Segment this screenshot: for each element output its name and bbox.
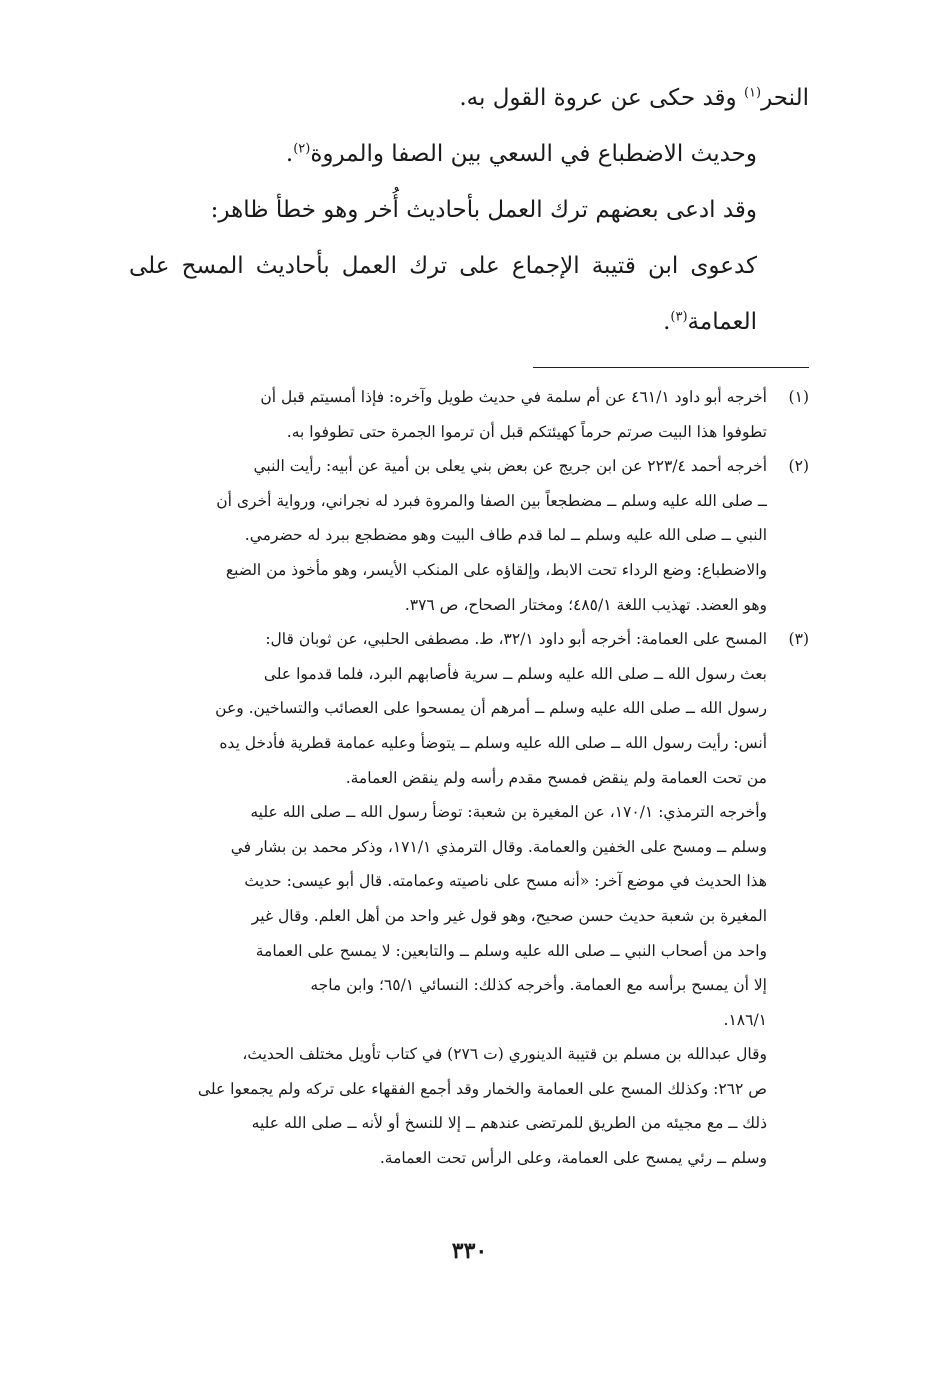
main-paragraph-4: كدعوى ابن قتيبة الإجماع على ترك العمل بأحاديث المسح على العمامة$^{(٣)}$. (129, 253, 757, 335)
footnote-line: المسح على العمامة: أخرجه أبو داود ٣٢/١، ط. مصطفى الحلبي، عن ثوبان قال: (265, 630, 767, 649)
footnote-3 (129, 622, 809, 1176)
footnote-line: المغيرة بن شعبة حديث حسن صحيح، وهو قول غير واحد من أهل العلم. وقال غير (251, 906, 767, 925)
footnote-line: ص ٢٦٢: وكذلك المسح على العمامة والخمار وقد أجمع الفقهاء على تركه ولم يجمعوا على (197, 1079, 767, 1098)
footnote-number: (٢) (788, 457, 809, 476)
footnote-line: والاضطباع: وضع الرداء تحت الابط، وإلقاؤه على المنكب الأيسر، وهو مأخوذ من الضبع (225, 560, 767, 579)
footnote-line: وأخرجه الترمذي: ١٧٠/١، عن المغيرة بن شعبة: توضأ رسول الله ــ صلى الله عليه (250, 803, 767, 822)
footnote-line: تطوفوا هذا البيت صرتم حرماً كهيئتكم قبل أن ترموا الجمرة حتى تطوفوا به. (286, 422, 767, 441)
footnote-2 (129, 449, 809, 622)
footnote-1 (129, 380, 809, 449)
footnote-separator (533, 367, 809, 368)
footnote-line: بعث رسول الله ــ صلى الله عليه وسلم ــ سرية فأصابهم البرد، فلما قدموا على (263, 664, 767, 683)
footnote-line: هذا الحديث في موضع آخر: «أنه مسح على ناصيته وعمامته. قال أبو عيسى: حديث (244, 872, 767, 891)
footnote-ref-1[interactable]: (١) (743, 85, 762, 101)
footnote-ref-2[interactable]: (٢) (293, 141, 311, 157)
footnote-line: من تحت العمامة ولم ينقض فمسح مقدم رأسه ولم ينقض العمامة. (345, 768, 767, 787)
page-number: ٣٣٠ (451, 1238, 488, 1264)
footnote-line: وسلم ــ رئي يمسح على العمامة، وعلى الرأس تحت العمامة. (379, 1149, 767, 1168)
footnote-line: إلا أن يمسح برأسه مع العمامة. وأخرجه كذلك: النسائي ٦٥/١؛ وابن ماجه (310, 976, 767, 995)
footnote-line: وقال عبدالله بن مسلم بن قتيبة الدينوري (ت ٢٧٦) في كتاب تأويل مختلف الحديث، (242, 1045, 767, 1064)
footnote-line: أخرجه أحمد ٢٢٣/٤ عن ابن جريج عن بعض بني يعلى بن أمية عن أبيه: رأيت النبي (253, 457, 767, 476)
main-line-1: النحر$^{(١)}$ وقد حكى عن عروة القول به. (459, 85, 809, 111)
footnote-line: وسلم ــ ومسح على الخفين والعمامة. وقال الترمذي ١٧١/١، وذكر محمد بن بشار في (230, 837, 767, 856)
footnote-number: (٣) (788, 630, 809, 649)
main-paragraph-2: وحديث الاضطباع في السعي بين الصفا والمروة$^{(٢)}$. (285, 141, 757, 167)
footnote-line: النبي ــ صلى الله عليه وسلم ــ لما قدم طاف البيت وهو مضطجع ببرد له حضرمي. (244, 526, 767, 545)
footnotes (129, 380, 809, 1176)
footnote-line: رسول الله ــ صلى الله عليه وسلم ــ أمرهم أن يمسحوا على العصائب والتساخين. وعن (215, 699, 767, 718)
footnote-line: أخرجه أبو داود ٤٦١/١ عن أم سلمة في حديث طويل وآخره: فإذا أمسيتم قبل أن (260, 388, 767, 406)
footnote-line: ــ صلى الله عليه وسلم ــ مضطجعاً بين الصفا والمروة فبرد له نجراني، ورواية أخرى أن (216, 491, 767, 510)
footnote-line: واحد من أصحاب النبي ــ صلى الله عليه وسلم ــ والتابعين: لا يمسح على العمامة (255, 941, 767, 960)
main-paragraph-3: وقد ادعى بعضهم ترك العمل بأحاديث أُخر وهو خطأ ظاهر: (210, 197, 757, 223)
main-text (129, 70, 809, 350)
footnote-line: وهو العضد. تهذيب اللغة ٤٨٥/١؛ ومختار الصحاح، ص ٣٧٦. (404, 595, 767, 614)
footnote-ref-3[interactable]: (٣) (670, 309, 688, 325)
footnote-line: ذلك ــ مع مجيئه من الطريق للمرتضى عندهم ــ إلا للنسخ أو لأنه ــ صلى الله عليه (251, 1114, 767, 1133)
footnote-number: (١) (788, 388, 809, 406)
footnote-line: أنس: رأيت رسول الله ــ صلى الله عليه وسلم ــ يتوضأ وعليه عمامة قطرية فأدخل يده (219, 733, 767, 752)
footnote-line: ١٨٦/١. (723, 1010, 767, 1029)
